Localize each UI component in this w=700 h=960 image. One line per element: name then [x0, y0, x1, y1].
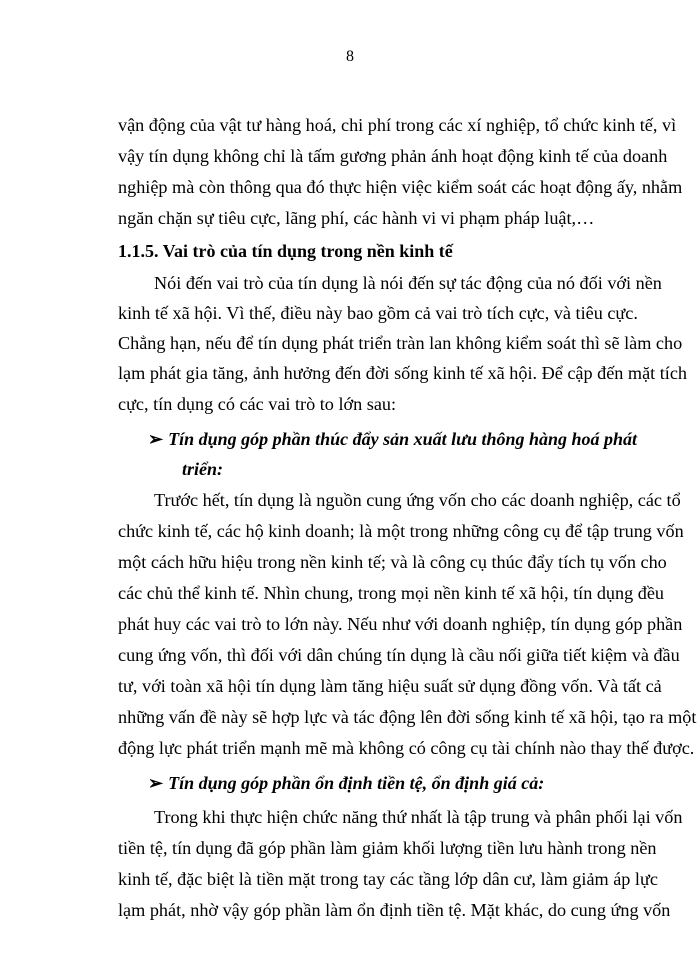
paragraph-line: những vấn đề này sẽ hợp lực và tác động lên đời sống kinh tế xã hội, tạo ra một	[118, 707, 697, 727]
arrow-bullet-icon: ➢	[148, 773, 164, 793]
bullet-heading-text: Tín dụng góp phần ổn định tiền tệ, ổn định giá cả:	[168, 773, 545, 793]
paragraph-line: động lực phát triển mạnh mẽ mà không có công cụ tài chính nào thay thế được.	[118, 738, 695, 758]
paragraph-line: cực, tín dụng có các vai trò to lớn sau:	[118, 394, 397, 414]
page-number: 8	[346, 48, 354, 65]
paragraph-line: cung ứng vốn, thì đối với dân chúng tín dụng là cầu nối giữa tiết kiệm và đầu	[118, 645, 680, 665]
paragraph-line: vận động của vật tư hàng hoá, chi phí trong các xí nghiệp, tổ chức kinh tế, vì	[118, 115, 677, 135]
paragraph-line: Nói đến vai trò của tín dụng là nói đến sự tác động của nó đối với nền	[154, 273, 662, 293]
paragraph-line: tư, với toàn xã hội tín dụng làm tăng hiệu suất sử dụng đồng vốn. Và tất cả	[118, 676, 662, 696]
section-heading: 1.1.5. Vai trò của tín dụng trong nền kinh tế	[118, 241, 453, 261]
paragraph-line: lạm phát gia tăng, ảnh hưởng đến đời sống kinh tế xã hội. Để cập đến mặt tích	[118, 363, 688, 383]
paragraph-line: tiền tệ, tín dụng đã góp phần làm giảm khối lượng tiền lưu hành trong nền	[118, 838, 657, 858]
paragraph-line: Trong khi thực hiện chức năng thứ nhất là tập trung và phân phối lại vốn	[154, 807, 683, 827]
arrow-bullet-icon: ➢	[148, 429, 164, 449]
paragraph-line: Trước hết, tín dụng là nguồn cung ứng vốn cho các doanh nghiệp, các tổ	[154, 490, 681, 510]
bullet-heading-text: Tín dụng góp phần thúc đẩy sản xuất lưu thông hàng hoá phát	[168, 429, 638, 449]
paragraph-line: vậy tín dụng không chỉ là tấm gương phản ánh hoạt động kinh tế của doanh	[118, 146, 668, 166]
paragraph-line: một cách hữu hiệu trong nền kinh tế; và là công cụ thúc đẩy tích tụ vốn cho	[118, 552, 667, 572]
paragraph-line: phát huy các vai trò to lớn này. Nếu như với doanh nghiệp, tín dụng góp phần	[118, 614, 683, 634]
paragraph-line: lạm phát, nhờ vậy góp phần làm ổn định tiền tệ. Mặt khác, do cung ứng vốn	[118, 900, 671, 920]
bullet-heading	[148, 428, 637, 450]
paragraph-line: kinh tế, đặc biệt là tiền mặt trong tay các tầng lớp dân cư, làm giảm áp lực	[118, 869, 658, 889]
paragraph-line: ngăn chặn sự tiêu cực, lãng phí, các hành vi vi phạm pháp luật,…	[118, 208, 595, 228]
paragraph-line: chức kinh tế, các hộ kinh doanh; là một trong những công cụ để tập trung vốn	[118, 521, 684, 541]
paragraph-line: kinh tế xã hội. Vì thế, điều này bao gồm cả vai trò tích cực, và tiêu cực.	[118, 303, 638, 323]
paragraph-line: Chẳng hạn, nếu để tín dụng phát triển tràn lan không kiểm soát thì sẽ làm cho	[118, 333, 683, 353]
paragraph-line: nghiệp mà còn thông qua đó thực hiện việc kiểm soát các hoạt động ấy, nhằm	[118, 177, 683, 197]
paragraph-line: các chủ thể kinh tế. Nhìn chung, trong mọi nền kinh tế xã hội, tín dụng đều	[118, 583, 665, 603]
bullet-heading-continuation: triển:	[182, 459, 224, 479]
bullet-heading	[148, 772, 544, 794]
